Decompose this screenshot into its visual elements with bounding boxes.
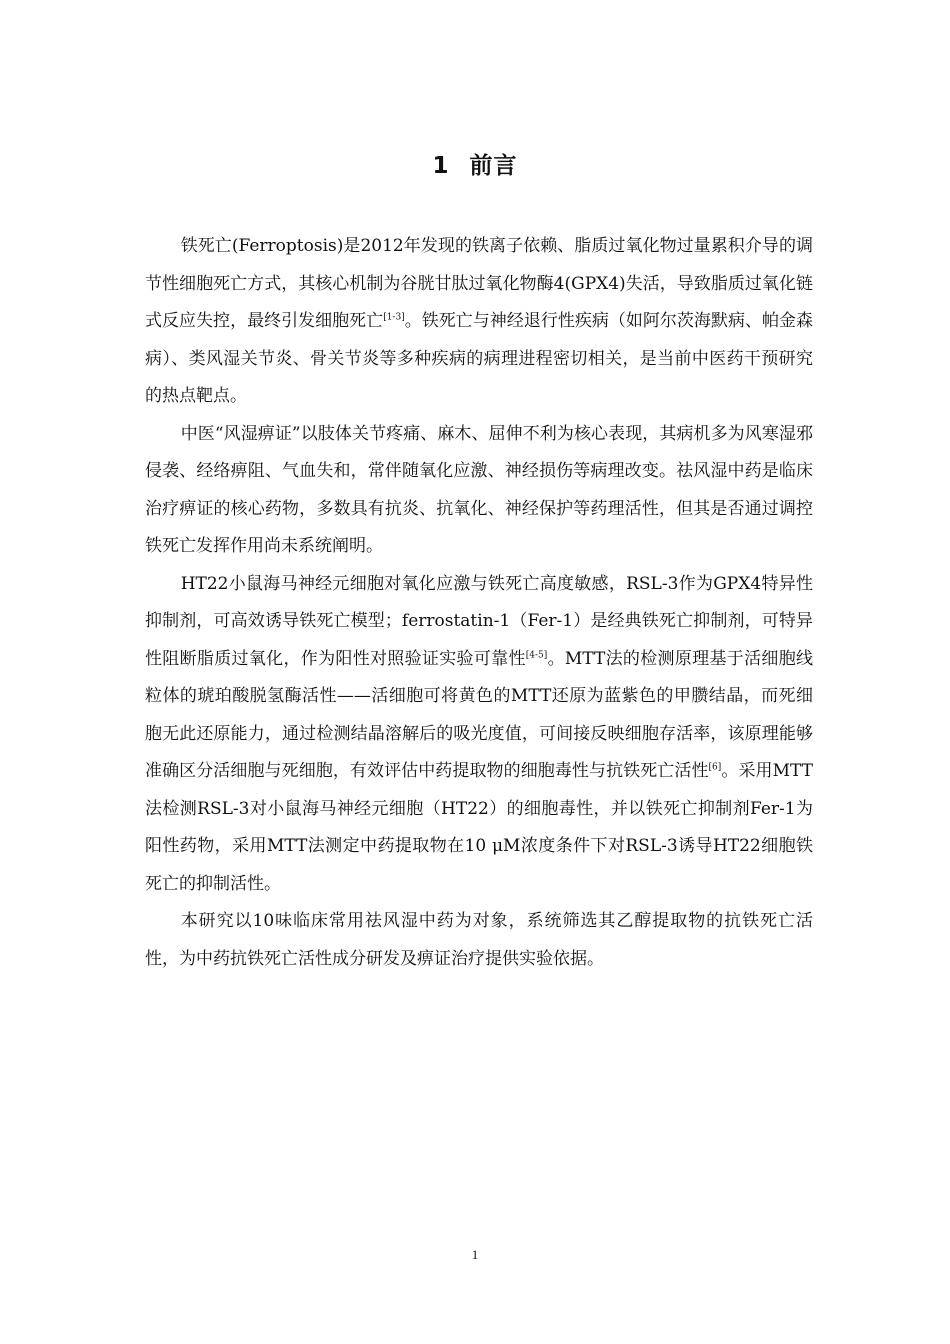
- paragraph-text: 本研究以10味临床常用祛风湿中药为对象，系统筛选其乙醇提取物的抗铁死亡活性，为中药抗铁死亡活性成分研发及痹证治疗提供实验依据。: [145, 911, 813, 969]
- section-heading: [0, 148, 950, 184]
- paragraph-text: 。采用MTT法检测RSL-3对小鼠海马神经元细胞（HT22）的细胞毒性，并以铁死亡抑制剂Fer-1为阳性药物，采用MTT法测定中药提取物在10 μM浓度条件下对RSL-3诱导HT22细胞铁死亡的抑制活性。: [145, 761, 814, 894]
- paragraph-text: HT22小鼠海马神经元细胞对氧化应激与铁死亡高度敏感，RSL-3作为GPX4特异性抑制剂，可高效诱导铁死亡模型；ferrostatin-1（Fer-1）是经典铁死亡抑制剂，可特异性阻断脂质过氧化，作为阳性对照验证实验可靠性: [145, 573, 813, 669]
- citation-reference: [6]: [708, 762, 722, 773]
- paragraph: [145, 228, 813, 416]
- page-number: 1: [471, 1247, 479, 1262]
- paragraph-text: 。MTT法的检测原理基于活细胞线粒体的琥珀酸脱氢酶活性——活细胞可将黄色的MTT还原为蓝紫色的甲臜结晶，而死细胞无此还原能力，通过检测结晶溶解后的吸光度值，可间接反映细胞存活率，该原理能够准确区分活细胞与死细胞，有效评估中药提取物的细胞毒性与抗铁死亡活性: [145, 648, 814, 781]
- paragraph: [145, 566, 813, 904]
- citation-reference: [1-3]: [383, 312, 405, 323]
- paragraph: [145, 903, 813, 978]
- paragraph-text: 中医“风湿痹证”以肢体关节疼痛、麻木、屈伸不利为核心表现，其病机多为风寒湿邪侵袭、经络痹阻、气血失和，常伴随氧化应激、神经损伤等病理改变。祛风湿中药是临床治疗痹证的核心药物，多数具有抗炎、抗氧化、神经保护等药理活性，但其是否通过调控铁死亡发挥作用尚未系统阐明。: [145, 423, 813, 556]
- paragraph-text: 铁死亡(Ferroptosis)是2012年发现的铁离子依赖、脂质过氧化物过量累积介导的调节性细胞死亡方式，其核心机制为谷胱甘肽过氧化物酶4(GPX4)失活，导致脂质过氧化链式反应失控，最终引发细胞死亡: [145, 236, 813, 331]
- citation-reference: [4-5]: [525, 649, 548, 660]
- section-number: 1: [432, 153, 450, 179]
- paragraph: [145, 416, 813, 566]
- body-text: [145, 228, 813, 978]
- paragraph-text: 。铁死亡与神经退行性疾病（如阿尔茨海默病、帕金森病）、类风湿关节炎、骨关节炎等多种疾病的病理进程密切相关，是当前中医药干预研究的热点靶点。: [145, 311, 814, 406]
- section-title: 前言: [469, 153, 518, 179]
